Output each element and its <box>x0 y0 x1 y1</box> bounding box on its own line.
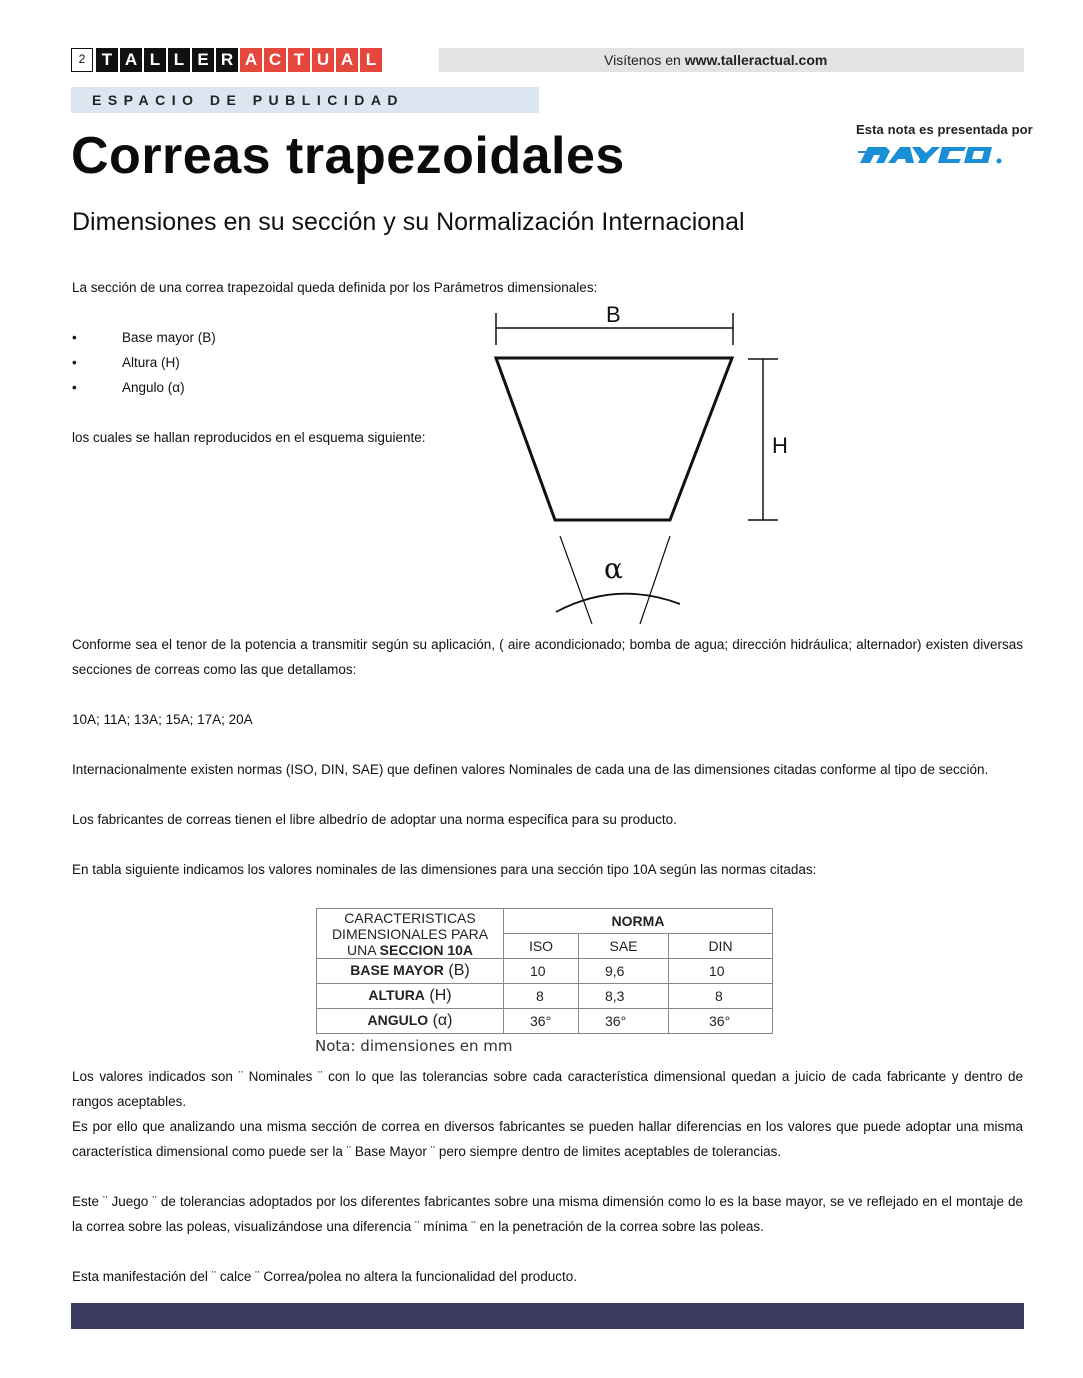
logo-letter: T <box>288 48 310 72</box>
angle-line <box>640 536 670 624</box>
table-row <box>317 959 773 984</box>
paragraph: Es por ello que analizando una misma sección de correa en diversos fabricantes se pueden hallar diferencias en los valores que puede adoptar una misma característica dimensional como puede ser la ¨ Base Mayor ¨ pero siempre dentro de limites aceptables de tolerancias. <box>72 1119 1023 1159</box>
belt-section-diagram <box>480 300 800 630</box>
logo-letter: U <box>312 48 334 72</box>
bullet-text: Angulo (α) <box>122 380 185 395</box>
paragraph: Los valores indicados son ¨ Nominales ¨ con lo que las tolerancias sobre cada característica dimensional quedan a juicio de cada fabricante y dentro de rangos aceptables. <box>72 1069 1023 1109</box>
visit-prefix: Visítenos en <box>604 52 685 68</box>
page-subtitle: Dimensiones en su sección y su Normalización Internacional <box>72 208 745 236</box>
paragraph: En tabla siguiente indicamos los valores nominales de las dimensiones para una sección tipo 10A según las normas citadas: <box>72 862 817 877</box>
bullet-text: Base mayor (B) <box>122 330 216 345</box>
bullet-symbol: • <box>72 355 77 370</box>
paragraph: Internacionalmente existen normas (ISO, DIN, SAE) que definen valores Nominales de cada una de las dimensiones citadas conforme al tipo de sección. <box>72 762 989 777</box>
table-cell: 36° <box>504 1009 579 1034</box>
ad-space-label: ESPACIO DE PUBLICIDAD <box>71 87 539 113</box>
website-link[interactable]: www.talleractual.com <box>684 52 828 68</box>
logo-letter: E <box>192 48 214 72</box>
logo-letter: T <box>96 48 118 72</box>
table-cell: 10 <box>504 959 579 984</box>
label-alpha: α <box>604 552 623 585</box>
table-note: Nota: dimensiones en mm <box>315 1037 513 1055</box>
table-row <box>317 984 773 1009</box>
talleractual-logo <box>96 48 382 72</box>
page-title: Correas trapezoidales <box>71 127 625 185</box>
logo-letter: L <box>144 48 166 72</box>
table-cell: 10 <box>669 959 773 984</box>
logo-letter: L <box>360 48 382 72</box>
paragraph: Este ¨ Juego ¨ de tolerancias adoptados por los diferentes fabricantes sobre una misma dimensión como lo es la base mayor, se ve reflejado en el montaje de la correa sobre las poleas, visualizándose una diferencia ¨ mínima ¨ en la penetración de la correa sobre las poleas. <box>72 1194 1023 1234</box>
table-row <box>317 1009 773 1034</box>
dimensions-table <box>316 908 773 1034</box>
table-header-characteristics: CARACTERISTICAS DIMENSIONALES PARA UNA SECCION 10A <box>317 909 504 959</box>
belt-trapezoid <box>496 358 732 520</box>
column-header: ISO <box>504 934 579 959</box>
dayco-logo <box>858 143 1010 171</box>
paragraph: Los fabricantes de correas tienen el libre albedrío de adoptar una norma especifica para su producto. <box>72 812 677 827</box>
footer-bar <box>71 1303 1024 1329</box>
logo-letter: A <box>240 48 262 72</box>
table-cell: 36° <box>669 1009 773 1034</box>
logo-letter: R <box>216 48 238 72</box>
row-label: BASE MAYOR (B) <box>317 959 504 984</box>
column-header: DIN <box>669 934 773 959</box>
angle-arc <box>556 594 680 612</box>
paragraph: Conforme sea el tenor de la potencia a transmitir según su aplicación, ( aire acondicionado; bomba de agua; dirección hidráulica; alternador) existen diversas secciones de correas como las que detallamos: <box>72 637 1023 677</box>
table-cell: 36° <box>579 1009 669 1034</box>
logo-letter: C <box>264 48 286 72</box>
bullet-symbol: • <box>72 380 77 395</box>
table-cell: 8 <box>504 984 579 1009</box>
column-header: SAE <box>579 934 669 959</box>
bullet-symbol: • <box>72 330 77 345</box>
label-h: H <box>772 433 788 458</box>
schema-intro: los cuales se hallan reproducidos en el esquema siguiente: <box>72 430 426 445</box>
bullet-text: Altura (H) <box>122 355 180 370</box>
paragraph: 10A; 11A; 13A; 15A; 17A; 20A <box>72 712 253 727</box>
logo-letter: L <box>168 48 190 72</box>
table-header-norma: NORMA <box>504 909 773 934</box>
label-b: B <box>606 302 621 327</box>
sponsor-text: Esta nota es presentada por <box>856 122 1033 137</box>
page-number: 2 <box>71 48 93 72</box>
paragraph: Esta manifestación del ¨ calce ¨ Correa/polea no altera la funcionalidad del producto. <box>72 1269 578 1284</box>
logo-letter: A <box>336 48 358 72</box>
row-label: ALTURA (H) <box>317 984 504 1009</box>
table-cell: 8,3 <box>579 984 669 1009</box>
table-cell: 8 <box>669 984 773 1009</box>
visit-banner <box>439 48 1024 72</box>
intro-paragraph: La sección de una correa trapezoidal queda definida por los Parámetros dimensionales: <box>72 280 598 295</box>
angle-line <box>560 536 592 624</box>
logo-letter: A <box>120 48 142 72</box>
row-label: ANGULO (α) <box>317 1009 504 1034</box>
table-cell: 9,6 <box>579 959 669 984</box>
